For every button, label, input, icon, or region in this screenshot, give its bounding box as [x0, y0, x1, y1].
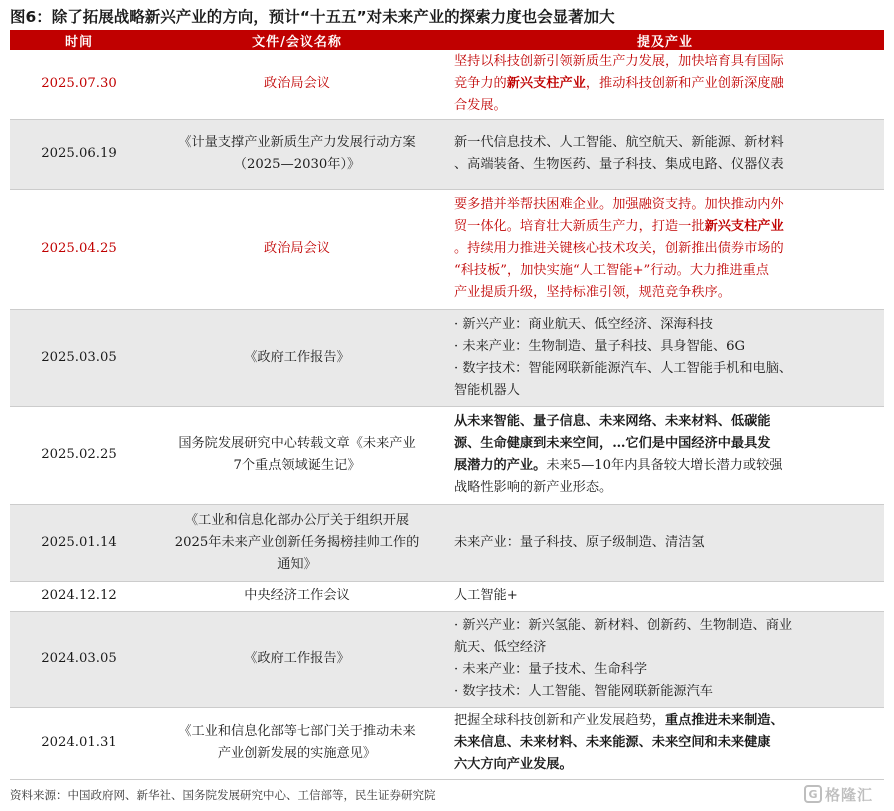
document-name-line: 国务院发展研究中心转载文章《未来产业 — [178, 436, 416, 451]
row-industries — [446, 119, 884, 189]
industry-line — [454, 455, 880, 477]
table-row — [10, 581, 884, 611]
industry-line — [454, 314, 880, 336]
document-name-line: 2025年未来产业创新任务揭榜挂帅工作的 — [174, 534, 420, 550]
industry-text-bold: 展潜力的产业。 — [454, 458, 547, 473]
industry-text: 竞争力的 — [454, 76, 507, 92]
row-industries — [446, 406, 884, 504]
industry-text: 贸一体化。培育壮大新质生产力，打造一批 — [454, 219, 705, 234]
industry-line — [454, 754, 880, 776]
document-name-line: 政治局会议 — [264, 241, 330, 256]
industry-line — [454, 336, 880, 358]
table-row — [10, 611, 884, 707]
document-name-line: 政治局会议 — [264, 76, 330, 92]
industry-text: · 未来产业：量子技术、生命科学 — [454, 662, 648, 677]
header-date: 时间 — [10, 30, 148, 50]
industry-text: 产业提质升级，坚持标准引领，规范竞争秩序。 — [454, 285, 731, 300]
industry-text: · 新兴产业：商业航天、低空经济、深海科技 — [454, 316, 713, 332]
row-document — [148, 50, 446, 119]
document-name-line: 《工业和信息化部办公厅关于组织开展 — [184, 512, 410, 528]
industry-text-bold: 未来信息、未来材料、未来能源、未来空间和未来健康 — [454, 735, 771, 750]
industry-line — [454, 411, 880, 433]
industry-text-bold: 源、生命健康到未来空间，…它们是中国经济中最具发 — [454, 436, 771, 451]
document-name-line: 《政府工作报告》 — [244, 651, 350, 666]
watermark — [804, 782, 886, 806]
table-row — [10, 189, 884, 309]
row-date: 2025.01.14 — [10, 504, 148, 581]
row-industries — [446, 309, 884, 406]
industry-line — [454, 73, 880, 95]
row-document — [148, 504, 446, 581]
row-date: 2024.01.31 — [10, 707, 148, 779]
industry-line — [454, 95, 880, 117]
industry-line — [454, 282, 880, 304]
row-industries — [446, 707, 884, 779]
industry-line — [454, 433, 880, 455]
industry-text-bold: 新兴支柱产业 — [704, 219, 784, 234]
document-name-line: 《工业和信息化部等七部门关于推动未来 — [178, 724, 416, 739]
row-document — [148, 611, 446, 707]
row-document — [148, 581, 446, 611]
figure-title: 图6：除了拓展战略新兴产业的方向，预计“十五五”对未来产业的探索力度也会显著加大 — [10, 8, 615, 26]
row-document — [148, 406, 446, 504]
industry-line — [454, 659, 880, 681]
industry-text: 合发展。 — [454, 98, 507, 114]
industry-line — [454, 477, 880, 499]
industry-text: · 数字技术：人工智能、智能网联新能源汽车 — [454, 684, 713, 699]
industry-text: 、高端装备、生物医药、量子科技、集成电路、仪器仪表 — [454, 157, 784, 172]
row-document — [148, 119, 446, 189]
industry-line — [454, 260, 880, 282]
table-row — [10, 406, 884, 504]
industry-line — [454, 238, 880, 260]
table-row — [10, 119, 884, 189]
row-date: 2025.07.30 — [10, 50, 148, 119]
source-note: 资料来源：中国政府网、新华社、国务院发展研究中心、工信部等，民生证券研究院 — [10, 788, 436, 802]
industry-text: 把握全球科技创新和产业发展趋势， — [454, 713, 665, 728]
row-industries — [446, 50, 884, 119]
industry-line — [454, 532, 880, 554]
row-date: 2025.06.19 — [10, 119, 148, 189]
industry-text: 航天、低空经济 — [454, 640, 547, 655]
row-document — [148, 189, 446, 309]
header-document: 文件/会议名称 — [148, 30, 446, 50]
row-date: 2024.12.12 — [10, 581, 148, 611]
row-industries — [446, 504, 884, 581]
document-name-line: 7个重点领域诞生记》 — [233, 458, 361, 473]
industry-text-bold: 重点推进未来制造、 — [665, 713, 784, 728]
industry-text: “科技板”，加快实施“人工智能+”行动。大力推进重点 — [454, 263, 769, 278]
row-document — [148, 309, 446, 406]
document-name-line: 《计量支撑产业新质生产力发展行动方案 — [178, 135, 416, 150]
industry-text: 未来产业：量子科技、原子级制造、清洁氢 — [454, 534, 705, 550]
industry-text: 坚持以科技创新引领新质生产力发展，加快培育具有国际 — [454, 54, 784, 70]
industry-text: · 未来产业：生物制造、量子科技、具身智能、6G — [454, 338, 746, 354]
industry-line — [454, 380, 880, 402]
industry-text: 要多措并举帮扶困难企业。加强融资支持。加快推动内外 — [454, 197, 784, 212]
table-row — [10, 707, 884, 779]
header-industries: 提及产业 — [446, 30, 884, 50]
industry-line — [454, 615, 880, 637]
industry-line — [454, 585, 880, 607]
industry-text: 人工智能+ — [454, 588, 518, 603]
table-row — [10, 309, 884, 406]
row-date: 2024.03.05 — [10, 611, 148, 707]
industry-text: 。持续用力推进关键核心技术攻关，创新推出债券市场的 — [454, 241, 784, 256]
industry-line — [454, 194, 880, 216]
row-industries — [446, 189, 884, 309]
document-name-line: 《政府工作报告》 — [244, 349, 350, 365]
industry-line — [454, 681, 880, 703]
industry-line — [454, 216, 880, 238]
industry-text-bold: 六大方向产业发展。 — [454, 757, 573, 772]
watermark-text: 格隆汇 — [825, 785, 874, 804]
industry-text-bold: 新兴支柱产业 — [506, 76, 586, 92]
document-name-line: 中央经济工作会议 — [244, 588, 350, 603]
industry-line — [454, 132, 880, 154]
table-body — [10, 50, 884, 779]
row-industries — [446, 611, 884, 707]
document-name-line: （2025—2030年）》 — [233, 157, 361, 172]
row-date: 2025.04.25 — [10, 189, 148, 309]
document-name-line: 产业创新发展的实施意见》 — [217, 746, 377, 761]
industry-text: · 数字技术：智能网联新能源汽车、人工智能手机和电脑、 — [454, 360, 793, 376]
gelonghui-logo-icon: G — [804, 785, 822, 803]
row-document — [148, 707, 446, 779]
industry-text: 智能机器人 — [454, 382, 520, 398]
industry-line — [454, 51, 880, 73]
row-date: 2025.02.25 — [10, 406, 148, 504]
industry-line — [454, 358, 880, 380]
industry-line — [454, 732, 880, 754]
row-date: 2025.03.05 — [10, 309, 148, 406]
industry-text: 未来5—10年内具备较大增长潜力或较强 — [546, 458, 783, 473]
table-row — [10, 504, 884, 581]
industry-text: 新一代信息技术、人工智能、航空航天、新能源、新材料 — [454, 135, 784, 150]
industry-text: · 新兴产业：新兴氢能、新材料、创新药、生物制造、商业 — [454, 618, 793, 633]
row-industries — [446, 581, 884, 611]
table-row — [10, 50, 884, 119]
industry-line — [454, 710, 880, 732]
industry-text: ，推动科技创新和产业创新深度融 — [585, 76, 784, 92]
table-header-row — [10, 30, 884, 50]
industry-line — [454, 154, 880, 176]
document-name-line: 通知》 — [277, 556, 317, 572]
industry-text: 战略性影响的新产业形态。 — [454, 480, 613, 495]
policy-table — [10, 30, 884, 780]
industry-line — [454, 637, 880, 659]
industry-text-bold: 从未来智能、量子信息、未来网络、未来材料、低碳能 — [454, 414, 771, 429]
